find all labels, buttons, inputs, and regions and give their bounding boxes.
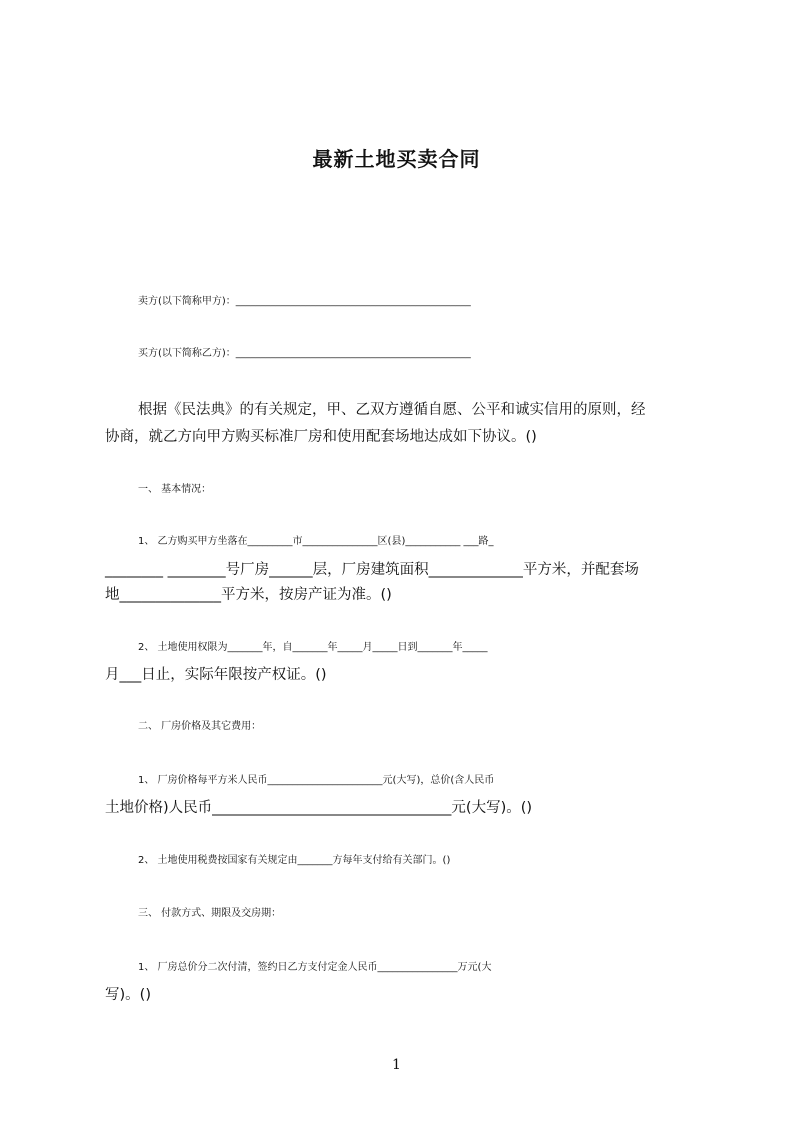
clause-1-2-line-2: 月___日止，实际年限按产权证。(): [105, 667, 327, 683]
clause-1-2-line-1: 2、 土地使用权限为_______年，自_______年_____月_____日到_______年_____: [138, 642, 488, 653]
section-1-heading: 一、 基本情况：: [138, 484, 212, 495]
seller-line: 卖方(以下简称甲方)：_______________________________________________: [138, 296, 471, 307]
document-title: 最新土地买卖合同: [312, 147, 481, 171]
preamble-line-2: 协商，就乙方向甲方购买标准厂房和使用配套场地达成如下协议。(): [105, 429, 537, 445]
clause-2-2-line: 2、 土地使用税费按国家有关规定由_______方每年支付给有关部门。(): [138, 855, 451, 866]
preamble-line-1: 根据《民法典》的有关规定，甲、乙双方遵循自愿、公平和诚实信用的原则，经: [138, 402, 646, 418]
clause-3-1-line-1: 1、 厂房总价分二次付清，签约日乙方支付定金人民币________________万元(大: [138, 962, 492, 973]
clause-3-1-line-2: 写)。(): [105, 987, 151, 1003]
clause-1-1-line-3: 地______________平方米，按房产证为准。(): [105, 587, 392, 603]
buyer-line: 买方(以下简称乙方)：_______________________________________________: [138, 348, 471, 359]
clause-2-1-line-2: 土地价格)人民币_________________________________元(大写)。(): [105, 800, 533, 816]
clause-2-1-line-1: 1、 厂房价格每平方米人民币_______________________元(大写)，总价(含人民币: [138, 775, 495, 786]
clause-1-1-line-2: ________ ________号厂房______层，厂房建筑面积_____________平方米，并配套场: [105, 562, 639, 578]
clause-1-1-line-1: 1、 乙方购买甲方坐落在_________市_______________区(县)___________ ___路_: [138, 536, 494, 547]
section-2-heading: 二、 厂房价格及其它费用：: [138, 721, 262, 732]
section-3-heading: 三、 付款方式、期限及交房期：: [138, 908, 282, 919]
page-number: 1: [392, 1057, 401, 1073]
